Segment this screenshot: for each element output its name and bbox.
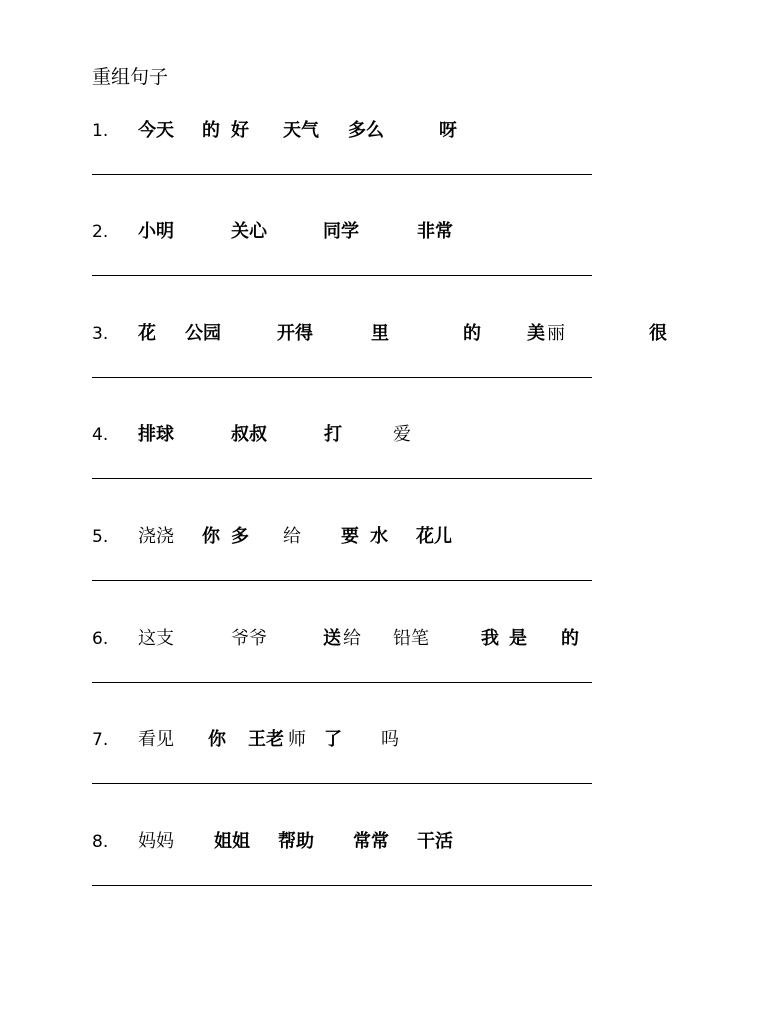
- word-tile: 公园: [185, 323, 221, 344]
- word-tile: 给: [283, 526, 301, 547]
- item-number: 1.: [92, 121, 109, 141]
- word-tile: 的: [561, 628, 579, 649]
- word-tile: 多么: [348, 120, 384, 141]
- word-tile: 王老: [248, 729, 284, 750]
- word-tile: 的: [463, 323, 481, 344]
- exercise-item-2: [0, 219, 768, 319]
- word-tile: 水: [370, 526, 388, 547]
- word-tile: 送: [323, 628, 341, 649]
- word-tile: 这支: [138, 628, 174, 649]
- exercise-item-7: [0, 727, 768, 827]
- word-tile: 丽: [547, 323, 565, 344]
- answer-line[interactable]: [92, 478, 592, 479]
- word-tile: 同学: [323, 221, 359, 242]
- word-tile: 你: [202, 526, 220, 547]
- answer-line[interactable]: [92, 885, 592, 886]
- word-tile: 铅笔: [393, 628, 429, 649]
- word-tile: 很: [649, 323, 667, 344]
- word-tile: 花儿: [416, 526, 452, 547]
- word-tile: 关心: [231, 221, 267, 242]
- word-tile: 开得: [277, 323, 313, 344]
- word-tile: 干活: [417, 831, 453, 852]
- exercise-item-6: [0, 626, 768, 726]
- word-tile: 小明: [138, 221, 174, 242]
- answer-line[interactable]: [92, 174, 592, 175]
- word-tile: 非常: [417, 221, 453, 242]
- word-tile: 爱: [393, 424, 411, 445]
- answer-line[interactable]: [92, 783, 592, 784]
- item-number: 4.: [92, 425, 109, 445]
- word-tile: 要: [341, 526, 359, 547]
- word-tile: 给: [343, 628, 361, 649]
- word-tile: 叔叔: [231, 424, 267, 445]
- word-tile: 排球: [138, 424, 174, 445]
- word-tile: 好: [231, 120, 249, 141]
- item-number: 7.: [92, 730, 109, 750]
- item-number: 8.: [92, 832, 109, 852]
- word-tile: 天气: [283, 120, 319, 141]
- word-tile: 吗: [381, 729, 399, 750]
- word-tile: 多: [231, 526, 249, 547]
- word-tile: 了: [324, 729, 342, 750]
- word-tile: 浇浇: [138, 526, 174, 547]
- word-tile: 美: [527, 323, 545, 344]
- exercise-item-1: [0, 118, 768, 218]
- answer-line[interactable]: [92, 580, 592, 581]
- word-tile: 的: [202, 120, 220, 141]
- answer-line[interactable]: [92, 377, 592, 378]
- word-tile: 打: [324, 424, 342, 445]
- word-tile: 常常: [353, 831, 389, 852]
- item-number: 3.: [92, 324, 109, 344]
- word-tile: 呀: [439, 120, 457, 141]
- word-tile: 今天: [138, 120, 174, 141]
- word-tile: 姐姐: [214, 831, 250, 852]
- word-tile: 里: [371, 323, 389, 344]
- word-tile: 我: [481, 628, 499, 649]
- item-number: 2.: [92, 222, 109, 242]
- word-tile: 爷爷: [231, 628, 267, 649]
- exercise-item-5: [0, 524, 768, 624]
- word-tile: 你: [208, 729, 226, 750]
- word-tile: 是: [509, 628, 527, 649]
- answer-line[interactable]: [92, 275, 592, 276]
- exercise-item-4: [0, 422, 768, 522]
- exercise-item-3: [0, 321, 768, 421]
- word-tile: 帮助: [278, 831, 314, 852]
- answer-line[interactable]: [92, 682, 592, 683]
- word-tile: 师: [288, 729, 306, 750]
- word-tile: 花: [138, 323, 156, 344]
- worksheet-title: 重组句子: [92, 66, 169, 88]
- word-tile: 看见: [138, 729, 174, 750]
- item-number: 6.: [92, 629, 109, 649]
- exercise-item-8: [0, 829, 768, 929]
- word-tile: 妈妈: [138, 831, 174, 852]
- item-number: 5.: [92, 527, 109, 547]
